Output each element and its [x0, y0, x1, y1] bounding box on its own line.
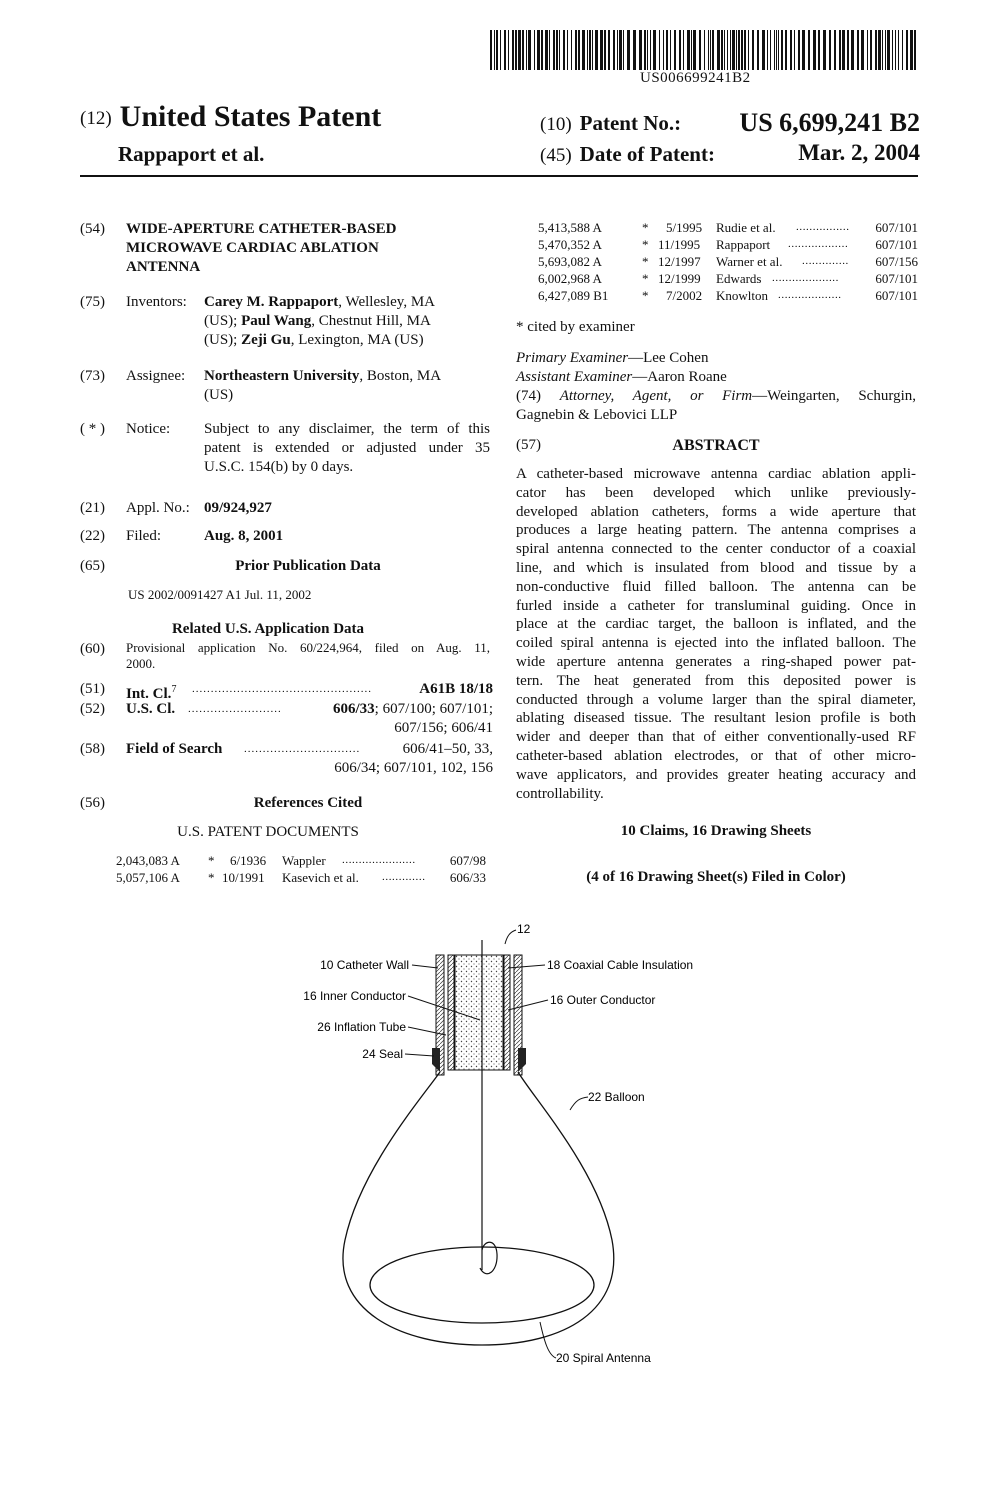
ref-star: * — [642, 237, 649, 252]
ref-star: * — [642, 220, 649, 235]
ref-star: * — [642, 288, 649, 303]
int-cl-label-text: Int. Cl. — [126, 686, 172, 702]
barcode-bar — [770, 30, 771, 70]
assistant-examiner-label: Assistant Examiner — [516, 369, 633, 385]
ref-12-leader — [505, 930, 516, 944]
barcode-bar — [613, 30, 615, 70]
assignee-country: (US) — [204, 387, 234, 403]
barcode-bar — [578, 30, 580, 70]
ref-leader: ................ — [796, 221, 850, 233]
abstract-line: spiral antenna connected to the center conductor of a coaxial — [516, 541, 916, 558]
barcode-bar — [659, 30, 660, 70]
barcode-bar — [794, 30, 795, 70]
coax-insulation — [455, 955, 503, 1070]
barcode-bar — [528, 30, 531, 70]
assignee-name: Northeastern University — [204, 368, 360, 384]
code-10: (10) — [540, 114, 572, 135]
ref-star: * — [208, 870, 215, 885]
refs-subheading: U.S. PATENT DOCUMENTS — [177, 824, 359, 840]
barcode-bar — [785, 30, 787, 70]
barcode-bar — [738, 30, 740, 70]
assistant-examiner — [516, 368, 727, 387]
ref-name: Rappaport — [716, 237, 771, 252]
abstract-text — [516, 465, 916, 803]
barcode-bar — [910, 30, 913, 70]
field-search-value-2: 606/34; 607/101, 102, 156 — [334, 760, 493, 776]
abstract-line: controllability. — [516, 785, 604, 802]
barcode-bar — [494, 30, 495, 70]
barcode-bar — [818, 30, 820, 70]
appl-code: (21) — [80, 500, 105, 516]
barcode-bar — [619, 30, 622, 70]
ref-number: 5,693,082 A — [538, 254, 602, 269]
notice-label: Notice: — [126, 421, 171, 437]
date-of-patent: Mar. 2, 2004 — [798, 140, 920, 165]
field-search-code: (58) — [80, 741, 105, 757]
barcode-bar — [526, 30, 527, 70]
barcode-bar — [727, 30, 728, 70]
header-right-2 — [540, 142, 920, 172]
abstract-line: place at the cardiac target, the balloon is inflated, and the — [516, 616, 916, 633]
us-cl-code: (52) — [80, 701, 105, 717]
barcode-bar — [847, 30, 849, 70]
attorney-firm: —Weingarten, Schurgin, — [752, 388, 916, 404]
abstract-line: cator has been developed which unlike previously- — [516, 484, 916, 501]
barcode-bar — [556, 30, 558, 70]
barcode-bar — [674, 30, 676, 70]
inventor-country: (US); — [204, 332, 242, 348]
abstract-line: furled inside a catheter for transluminal guiding. Once in — [516, 597, 916, 614]
inventor-short: Rappaport et al. — [118, 142, 265, 166]
color-sheets-note: (4 of 16 Drawing Sheet(s) Filed in Color) — [586, 869, 846, 885]
ref-number: 5,057,106 A — [116, 870, 180, 885]
abstract-line: conducted through a volume larger than the spiral diameter, — [516, 691, 916, 708]
abstract-line: tern. The heat generated from this deposited power is — [516, 672, 916, 689]
barcode-bar — [829, 30, 831, 70]
barcode-bar — [776, 30, 777, 70]
barcode-bar — [902, 30, 903, 70]
code-12: (12) — [80, 108, 112, 129]
notice-line: Subject to any disclaimer, the term of this — [204, 421, 490, 437]
ref-date: 12/1999 — [658, 271, 701, 286]
barcode-bar — [887, 30, 890, 70]
barcode-bar — [549, 30, 550, 70]
inventors-code: (75) — [80, 294, 105, 310]
field-search-label: Field of Search — [126, 741, 223, 757]
barcode-bar — [666, 30, 668, 70]
ref-leader: ...................... — [342, 854, 416, 866]
outer-conductor-right — [504, 955, 510, 1070]
barcode-bar — [741, 30, 743, 70]
us-cl-primary: 606/33 — [332, 701, 375, 717]
barcode-bar — [608, 30, 610, 70]
related-heading: Related U.S. Application Data — [171, 621, 365, 637]
prior-pub-code: (65) — [80, 558, 105, 574]
related-text — [126, 640, 490, 672]
barcode-bar — [518, 30, 521, 70]
seal-leader — [405, 1054, 434, 1056]
barcode-bar — [496, 30, 498, 70]
barcode-bar — [604, 30, 606, 70]
barcode-bar — [515, 30, 517, 70]
assignee-value — [204, 367, 494, 405]
patent-no-label: Patent No.: — [579, 111, 682, 135]
ref-star: * — [642, 254, 649, 269]
barcode-bar — [778, 30, 779, 70]
abstract-line: wider and deeper than that of either conventionally-used RF — [516, 729, 916, 746]
barcode-bar — [587, 30, 588, 70]
barcode-bar — [882, 30, 883, 70]
barcode-bar — [914, 30, 916, 70]
ref-name: Kasevich et al. — [282, 870, 359, 885]
abstract-line: developed ablation catheters, forms a wide aperture that — [516, 503, 916, 520]
patent-title: United States Patent — [119, 100, 382, 133]
barcode-bar — [553, 30, 555, 70]
barcode-bar — [790, 30, 792, 70]
barcode-bar — [589, 30, 591, 70]
ref-leader: .................. — [788, 238, 849, 250]
barcode-bar — [627, 30, 630, 70]
abstract-line: line, and which is insulated from blood and tissue by a — [516, 559, 916, 576]
notice-code: ( * ) — [80, 421, 105, 437]
barcode-bar — [708, 30, 709, 70]
barcode-bar — [508, 30, 509, 70]
barcode-bar — [898, 30, 899, 70]
barcode-bar — [823, 30, 826, 70]
date-label: Date of Patent: — [579, 142, 715, 166]
notice-text — [204, 420, 490, 477]
front-page-figure — [300, 915, 720, 1375]
barcode-bar — [571, 30, 572, 70]
barcode-bar — [582, 30, 585, 70]
barcode-bar — [617, 30, 618, 70]
ref-date: 7/2002 — [666, 288, 703, 303]
barcode-bar — [670, 30, 671, 70]
barcode-bar — [592, 30, 593, 70]
abstract-line: ablating diseased tissue. The resultant lesion profile is both — [516, 710, 916, 727]
barcode-bar — [575, 30, 577, 70]
barcode-bar — [781, 30, 783, 70]
barcode-bar — [545, 30, 548, 70]
label-12: 12 — [517, 922, 531, 936]
barcode-bar — [691, 30, 692, 70]
barcode-bar — [839, 30, 841, 70]
barcode-bar — [663, 30, 664, 70]
barcode-bar — [559, 30, 560, 70]
barcode-bar — [867, 30, 868, 70]
ref-class: 607/101 — [875, 288, 918, 303]
barcode-bar — [774, 30, 775, 70]
us-cl-leader: ......................... — [188, 703, 282, 715]
barcode-bar — [504, 30, 506, 70]
barcode-bar — [875, 30, 877, 70]
barcode-bar — [563, 30, 565, 70]
int-cl-edition: 7 — [171, 684, 177, 695]
filed-code: (22) — [80, 528, 105, 544]
barcode-bar — [748, 30, 749, 70]
ref-class: 607/101 — [875, 220, 918, 235]
barcode-bar — [683, 30, 684, 70]
barcode-bar — [842, 30, 845, 70]
related-line: 2000. — [126, 656, 156, 671]
inventor-name: Zeji Gu — [241, 332, 291, 348]
barcode-bar — [500, 30, 501, 70]
barcode-bar — [644, 30, 646, 70]
ref-leader: ................... — [778, 289, 842, 301]
barcode-bar — [647, 30, 648, 70]
patent-no: US 6,699,241 B2 — [739, 108, 920, 137]
barcode-bar — [567, 30, 568, 70]
barcode-bar — [693, 30, 696, 70]
barcode-bar — [892, 30, 893, 70]
field-search-leader: ............................... — [244, 743, 361, 755]
filed-label: Filed: — [126, 528, 162, 544]
ref-number: 2,043,083 A — [116, 853, 180, 868]
barcode-bar — [639, 30, 642, 70]
barcode-bar — [732, 30, 735, 70]
barcode-bar — [813, 30, 816, 70]
barcode-bar — [704, 30, 705, 70]
attorney-code: (74) — [516, 388, 560, 404]
barcode-bar — [717, 30, 720, 70]
barcode-bar — [762, 30, 765, 70]
ref-class: 607/101 — [875, 271, 918, 286]
barcode — [490, 30, 918, 70]
prior-pub-heading: Prior Publication Data — [235, 558, 381, 574]
ref-class: 606/33 — [449, 870, 486, 885]
barcode-bar — [757, 30, 759, 70]
barcode-bar — [802, 30, 805, 70]
barcode-bar — [721, 30, 723, 70]
label-inflation-tube: 26 Inflation Tube — [317, 1020, 406, 1034]
ref-class: 607/98 — [449, 853, 486, 868]
abstract-header — [516, 436, 916, 455]
refs-heading: References Cited — [253, 795, 363, 811]
related-code: (60) — [80, 641, 105, 657]
related-line: Provisional application No. 60/224,964, filed on Aug. 11, — [126, 640, 490, 655]
abstract-line: produces a large heating pattern. The antenna comprises a — [516, 522, 916, 539]
us-cl-secondary: ; 607/100; 607/101; — [374, 701, 493, 717]
label-seal: 24 Seal — [362, 1047, 403, 1061]
barcode-bar — [522, 30, 524, 70]
inventor-country: (US); — [204, 313, 242, 329]
int-cl-value: A61B 18/18 — [419, 681, 493, 697]
header-rule — [80, 175, 918, 177]
primary-examiner — [516, 349, 708, 368]
notice-line: patent is extended or adjusted under 35 — [204, 440, 490, 456]
ref-name: Knowlton — [716, 288, 768, 303]
filed-date: Aug. 8, 2001 — [204, 528, 284, 544]
barcode-bar — [857, 30, 859, 70]
claims-count: 10 Claims, 16 Drawing Sheets — [620, 823, 812, 839]
barcode-bar — [808, 30, 810, 70]
ref-date: 6/1936 — [230, 853, 267, 868]
ref-number: 6,002,968 A — [538, 271, 602, 286]
ref-name: Rudie et al. — [716, 220, 776, 235]
barcode-bar — [537, 30, 540, 70]
ref-class: 607/101 — [875, 237, 918, 252]
barcode-bar — [653, 30, 656, 70]
title-line: MICROWAVE CARDIAC ABLATION — [126, 240, 379, 256]
barcode-bar — [534, 30, 535, 70]
title-line: ANTENNA — [126, 259, 201, 275]
ref-leader: .................... — [772, 272, 839, 284]
header-left — [80, 100, 381, 134]
code-45: (45) — [540, 145, 572, 166]
barcode-bar — [595, 30, 598, 70]
abstract-code: (57) — [516, 437, 541, 453]
barcode-bar — [490, 30, 492, 70]
inventors-label: Inventors: — [126, 294, 187, 310]
barcode-bar — [736, 30, 737, 70]
barcode-bar — [851, 30, 854, 70]
abstract-line: non-conductive fluid filled balloon. The antenna can be — [516, 578, 916, 595]
balloon-leader — [570, 1097, 588, 1110]
header-right-1 — [540, 108, 920, 141]
cited-by-examiner: * cited by examiner — [516, 319, 635, 335]
us-cl-label: U.S. Cl. — [126, 701, 176, 717]
ref-leader: ............. — [382, 871, 426, 883]
inventors-value — [204, 293, 494, 350]
appl-label: Appl. No.: — [126, 500, 190, 516]
ref-date: 12/1997 — [658, 254, 701, 269]
barcode-bar — [798, 30, 800, 70]
barcode-bar — [724, 30, 725, 70]
field-search-value: 606/41–50, 33, — [402, 741, 493, 757]
label-outer-conductor: 16 Outer Conductor — [550, 993, 656, 1007]
label-balloon: 22 Balloon — [588, 1090, 645, 1104]
barcode-bar — [861, 30, 864, 70]
spiral-antenna-leader — [540, 1322, 556, 1358]
assignee-label: Assignee: — [126, 368, 186, 384]
assignee-location: , Boston, MA — [359, 368, 442, 384]
ref-name: Edwards — [716, 271, 762, 286]
abstract-line: catheter-based ablation electrodes, or that of other micro- — [516, 747, 916, 764]
abstract-line: A catheter-based microwave antenna cardiac ablation appli- — [516, 466, 916, 482]
int-cl-leader: ................................................ — [192, 683, 372, 695]
us-cl-value — [333, 700, 493, 719]
ref-star: * — [642, 271, 649, 286]
barcode-bar — [744, 30, 746, 70]
ref-number: 6,427,089 B1 — [538, 288, 609, 303]
barcode-bar — [699, 30, 701, 70]
barcode-number: US006699241B2 — [640, 70, 751, 86]
barcode-bar — [752, 30, 754, 70]
ref-class: 607/156 — [875, 254, 918, 269]
abstract-line: wide aperture antenna generates a ring-shaped power pat- — [516, 653, 916, 670]
ref-date: 10/1991 — [222, 870, 265, 885]
inventor-name: Carey M. Rappaport — [204, 294, 339, 310]
ref-date: 5/1995 — [666, 220, 703, 235]
notice-line: U.S.C. 154(b) by 0 days. — [204, 459, 354, 475]
barcode-bar — [633, 30, 636, 70]
barcode-bar — [870, 30, 872, 70]
title-line: WIDE-APERTURE CATHETER-BASED — [126, 221, 397, 237]
catheter-wall-leader — [412, 965, 438, 968]
appl-number: 09/924,927 — [204, 500, 272, 516]
outer-conductor-left — [448, 955, 454, 1070]
refs-code: (56) — [80, 795, 105, 811]
attorney-firm-2: Gagnebin & Lebovici LLP — [516, 407, 678, 423]
ref-number: 5,413,588 A — [538, 220, 602, 235]
ref-star: * — [208, 853, 215, 868]
abstract-line: wave applicators, and provides greater heating accuracy and — [516, 766, 916, 783]
barcode-bar — [885, 30, 886, 70]
int-cl-code: (51) — [80, 681, 105, 697]
barcode-bar — [512, 30, 514, 70]
abstract-line: coiled spiral antenna is ejected into the inflated balloon. The — [516, 635, 916, 652]
barcode-bar — [906, 30, 908, 70]
assignee-code: (73) — [80, 368, 105, 384]
title-code: (54) — [80, 221, 105, 237]
ref-name: Warner et al. — [716, 254, 783, 269]
barcode-bar — [730, 30, 731, 70]
attorney-label: Attorney, Agent, or Firm — [559, 388, 753, 404]
inventor-location: , Lexington, MA (US) — [290, 332, 424, 348]
barcode-bar — [834, 30, 836, 70]
barcode-bar — [767, 30, 768, 70]
barcode-bar — [895, 30, 896, 70]
ref-number: 5,470,352 A — [538, 237, 602, 252]
barcode-bar — [679, 30, 681, 70]
primary-examiner-name: —Lee Cohen — [628, 350, 709, 366]
barcode-bar — [687, 30, 690, 70]
ref-leader: .............. — [802, 255, 849, 267]
barcode-bar — [541, 30, 543, 70]
barcode-bar — [712, 30, 714, 70]
barcode-bar — [600, 30, 603, 70]
label-inner-conductor: 16 Inner Conductor — [303, 989, 406, 1003]
ref-date: 11/1995 — [658, 237, 701, 252]
attorney — [516, 387, 916, 425]
label-coax-insulation: 18 Coaxial Cable Insulation — [547, 958, 694, 972]
inventor-name: Paul Wang — [241, 313, 312, 329]
barcode-bar — [623, 30, 624, 70]
inventor-location: , Wellesley, MA — [338, 294, 435, 310]
inventor-location: , Chestnut Hill, MA — [311, 313, 431, 329]
abstract-heading: ABSTRACT — [672, 437, 760, 454]
assistant-examiner-name: —Aaron Roane — [632, 369, 727, 385]
invention-title — [126, 220, 396, 277]
barcode-bar — [650, 30, 651, 70]
prior-pub-line: US 2002/0091427 A1 Jul. 11, 2002 — [128, 587, 312, 602]
barcode-bar — [878, 30, 881, 70]
ref-name: Wappler — [282, 853, 326, 868]
us-cl-secondary-2: 607/156; 606/41 — [394, 720, 493, 736]
primary-examiner-label: Primary Examiner — [516, 350, 629, 366]
label-spiral-antenna: 20 Spiral Antenna — [556, 1351, 651, 1365]
label-catheter-wall: 10 Catheter Wall — [320, 958, 409, 972]
barcode-bar — [710, 30, 711, 70]
